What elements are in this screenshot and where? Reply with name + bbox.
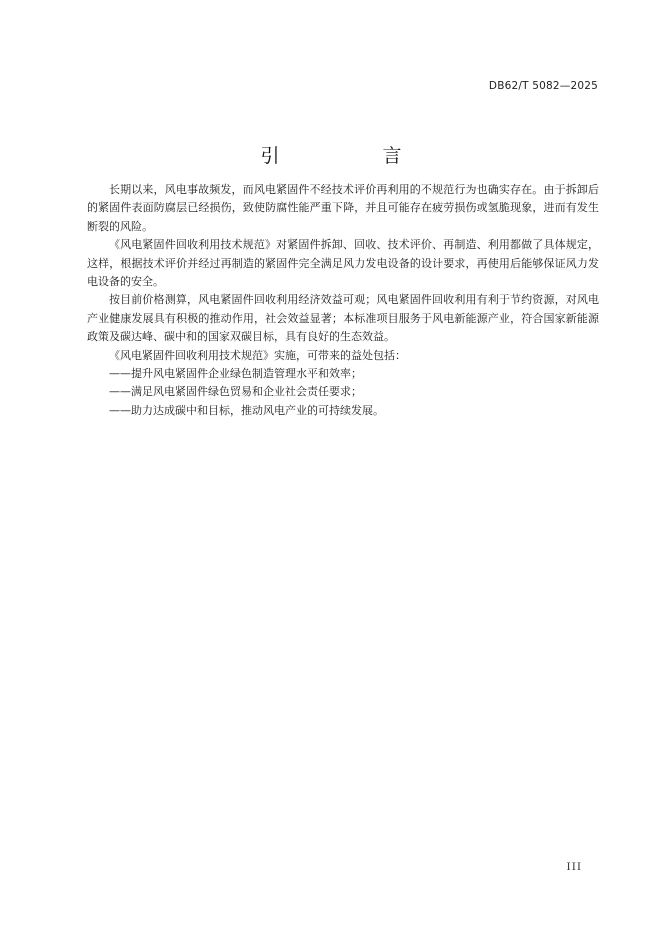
page-title: 引 言: [260, 145, 444, 167]
document-body: [87, 181, 599, 420]
list-item: ——助力达成碳中和目标，推动风电产业的可持续发展。: [109, 403, 384, 417]
paragraph: 《风电紧固件回收利用技术规范》实施，可带来的益处包括：: [109, 348, 406, 362]
page-number: III: [566, 861, 582, 873]
paragraph: 长期以来，风电事故频发，而风电紧固件不经技术评价再利用的不规范行为也确实存在。由于拆卸后的紧固件表面防腐层已经损伤，致使防腐性能严重下降，并且可能存在疲劳损伤或氢脆现象，进而有发生断裂的风险。: [87, 183, 599, 233]
standard-code: DB62/T 5082—2025: [488, 80, 598, 92]
list-item: ——提升风电紧固件企业绿色制造管理水平和效率；: [109, 367, 362, 381]
list-item: ——满足风电紧固件绿色贸易和企业社会责任要求；: [109, 385, 362, 399]
paragraph: 按目前价格测算，风电紧固件回收利用经济效益可观；风电紧固件回收利用有利于节约资源，对风电产业健康发展具有积极的推动作用，社会效益显著；本标准项目服务于风电新能源产业，符合国家新能源政策及碳达峰、碳中和的国家双碳目标，具有良好的生态效益。: [87, 293, 599, 344]
paragraph: 《风电紧固件回收利用技术规范》对紧固件拆卸、回收、技术评价、再制造、利用都做了具体规定，这样，根据技术评价并经过再制造的紧固件完全满足风力发电设备的设计要求，再使用后能够保证风力发电设备的安全。: [87, 238, 599, 289]
benefits-list: [87, 365, 599, 420]
